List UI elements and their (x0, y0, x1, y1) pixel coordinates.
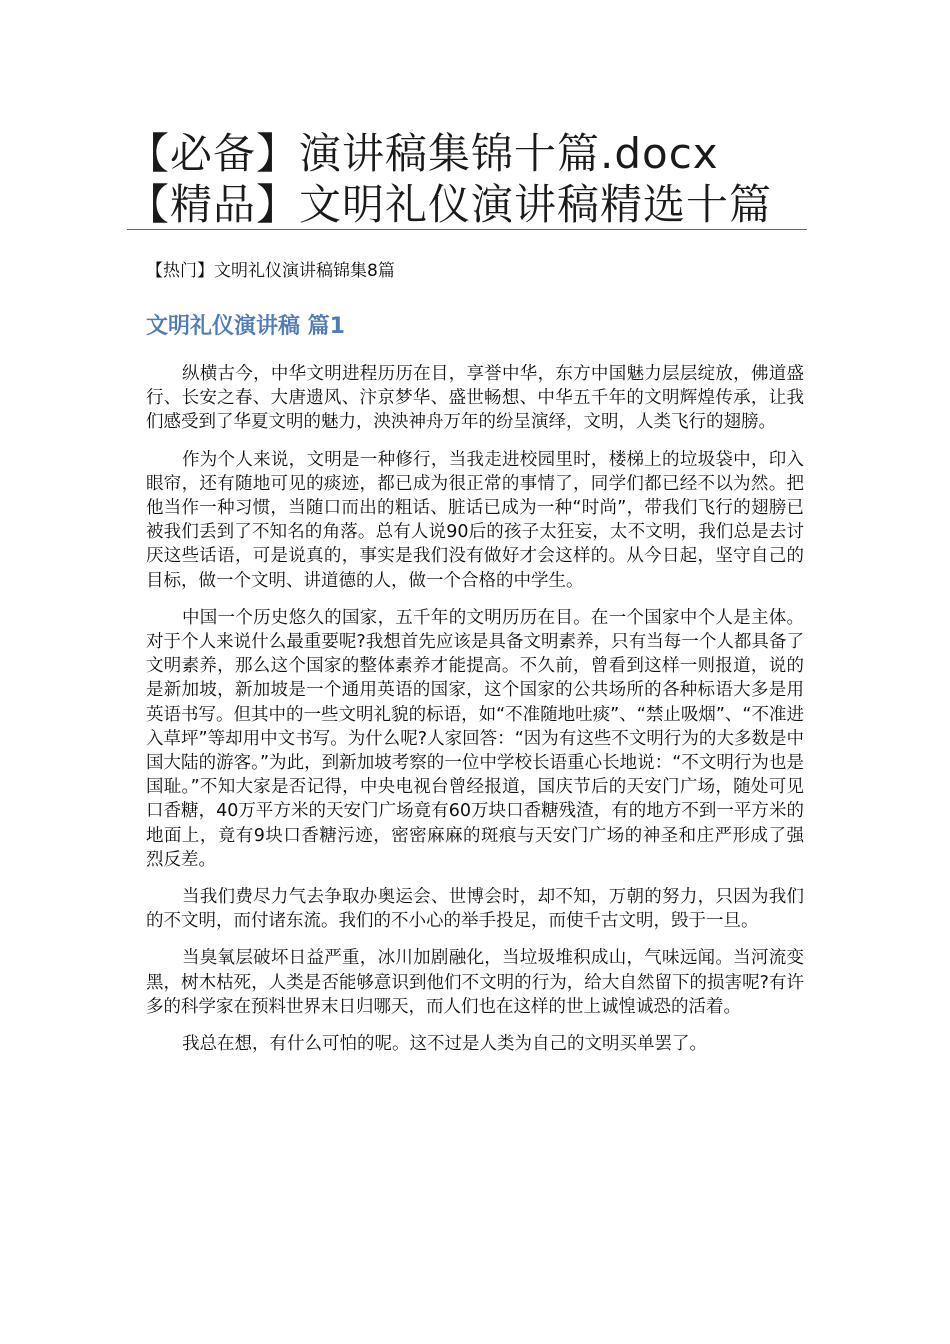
section-heading: 文明礼仪演讲稿 篇1 (146, 314, 345, 339)
document-title (127, 128, 807, 230)
document-subtitle: 【热门】文明礼仪演讲稿锦集8篇 (146, 261, 395, 281)
title-divider (127, 229, 807, 230)
paragraph-5: 当臭氧层破坏日益严重，冰川加剧融化，当垃圾堆积成山，气味远闻。当河流变黑，树木枯死，人类是否能够意识到他们不文明的行为，给大自然留下的损害呢?有许多的科学家在预料世界末日归哪天，而人们也在这样的世上诚惶诚恐的活着。 (146, 948, 804, 1017)
paragraph-3: 中国一个历史悠久的国家，五千年的文明历历在目。在一个国家中个人是主体。对于个人来说什么最重要呢?我想首先应该是具备文明素养，只有当每一个人都具备了文明素养，那么这个国家的整体素养才能提高。不久前，曾看到这样一则报道，说的是新加坡，新加坡是一个通用英语的国家，这个国家的公共场所的各种标语大多是用英语书写。但其中的一些文明礼貌的标语，如“不准随地吐痰”、“禁止吸烟”、“不准进入草坪”等却用中文书写。为什么呢?人家回答：“因为有这些不文明行为的大多数是中国大陆的游客。”为此，到新加坡考察的一位中学校长语重心长地说：“不文明行为也是国耻。”不知大家是否记得，中央电视台曾经报道，国庆节后的天安门广场，随处可见口香糖，40万平方米的天安门广场竟有60万块口香糖残渣，有的地方不到一平方米的地面上，竟有9块口香糖污迹，密密麻麻的斑痕与天安门广场的神圣和庄严形成了强烈反差。 (146, 607, 804, 870)
paragraph-6: 我总在想，有什么可怕的呢。这不过是人类为自己的文明买单罢了。 (182, 1034, 707, 1055)
paragraph-2: 作为个人来说，文明是一种修行，当我走进校园里时，楼梯上的垃圾袋中，印入眼帘，还有随地可见的痰迹，都已成为很正常的事情了，同学们都已经不以为然。把他当作一种习惯，当随口而出的粗话、脏话已成为一种“时尚”，带我们飞行的翅膀已被我们丢到了不知名的角落。总有人说90后的孩子太狂妄，太不文明，我们总是去讨厌这些话语，可是说真的，事实是我们没有做好才会这样的。从今日起，坚守自己的目标，做一个文明、讲道德的人，做一个合格的中学生。 (146, 449, 804, 591)
document-title-line-1: 【必备】演讲稿集锦十篇.docx (127, 129, 719, 178)
paragraph-4: 当我们费尽力气去争取办奥运会、世博会时，却不知，万朝的努力，只因为我们的不文明，而付诸东流。我们的不小心的举手投足，而使千古文明，毁于一旦。 (146, 887, 804, 932)
paragraph-1: 纵横古今，中华文明进程历历在目，享誉中华，东方中国魅力层层绽放，佛道盛行、长安之春、大唐遗风、汴京梦华、盛世畅想、中华五千年的文明辉煌传承，让我们感受到了华夏文明的魅力，泱泱神舟万年的纷呈演绎，文明，人类飞行的翅膀。 (146, 364, 804, 433)
body-text (146, 362, 804, 1069)
document-title-line-2: 【精品】文明礼仪演讲稿精选十篇 (127, 180, 773, 229)
